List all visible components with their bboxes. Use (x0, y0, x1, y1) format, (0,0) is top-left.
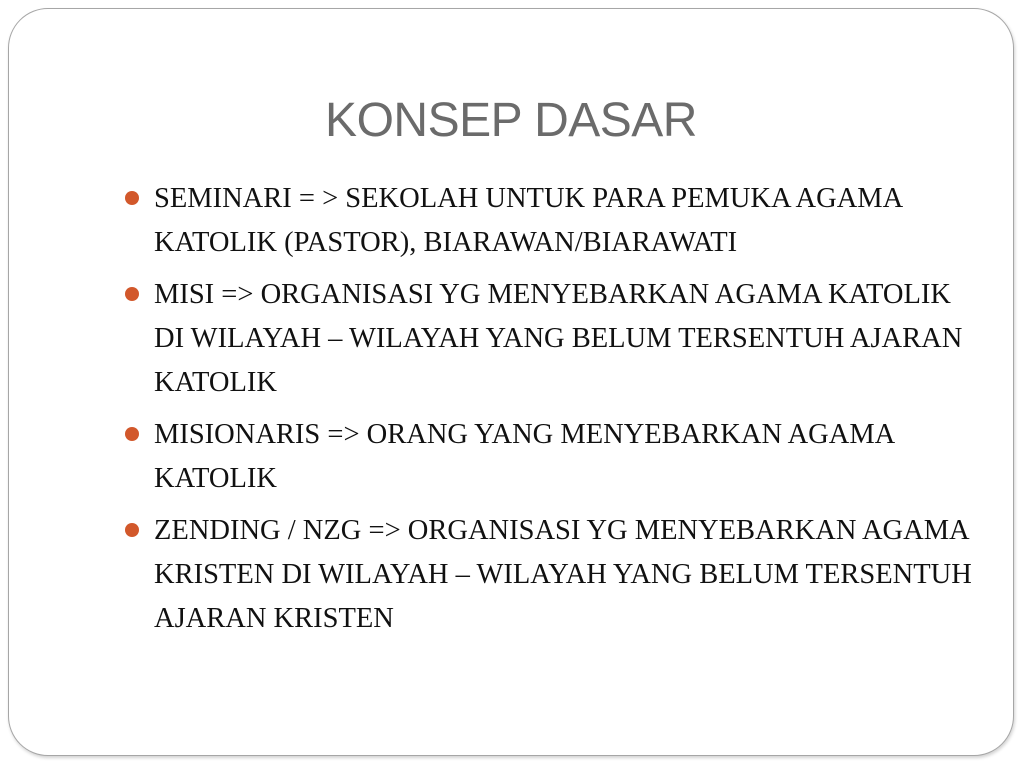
list-item (125, 177, 985, 265)
list-item (125, 273, 985, 405)
bullet-dot-icon (125, 287, 139, 301)
bullet-list (125, 177, 985, 649)
bullet-dot-icon (125, 427, 139, 441)
bullet-text: MISIONARIS => ORANG YANG MENYEBARKAN AGAMA KATOLIK (154, 419, 894, 494)
bullet-dot-icon (125, 191, 139, 205)
bullet-text: ZENDING / NZG => ORGANISASI YG MENYEBARKAN AGAMA KRISTEN DI WILAYAH – WILAYAH YANG BELUM TERSENTUH AJARAN KRISTEN (154, 515, 972, 634)
list-item (125, 509, 985, 641)
bullet-text: SEMINARI = > SEKOLAH UNTUK PARA PEMUKA AGAMA KATOLIK (PASTOR), BIARAWAN/BIARAWATI (154, 183, 902, 258)
bullet-dot-icon (125, 523, 139, 537)
slide-frame (8, 8, 1014, 756)
list-item (125, 413, 985, 501)
slide-title: KONSEP DASAR (325, 94, 697, 147)
bullet-text: MISI => ORGANISASI YG MENYEBARKAN AGAMA KATOLIK DI WILAYAH – WILAYAH YANG BELUM TERSENTUH AJARAN KATOLIK (154, 279, 963, 398)
